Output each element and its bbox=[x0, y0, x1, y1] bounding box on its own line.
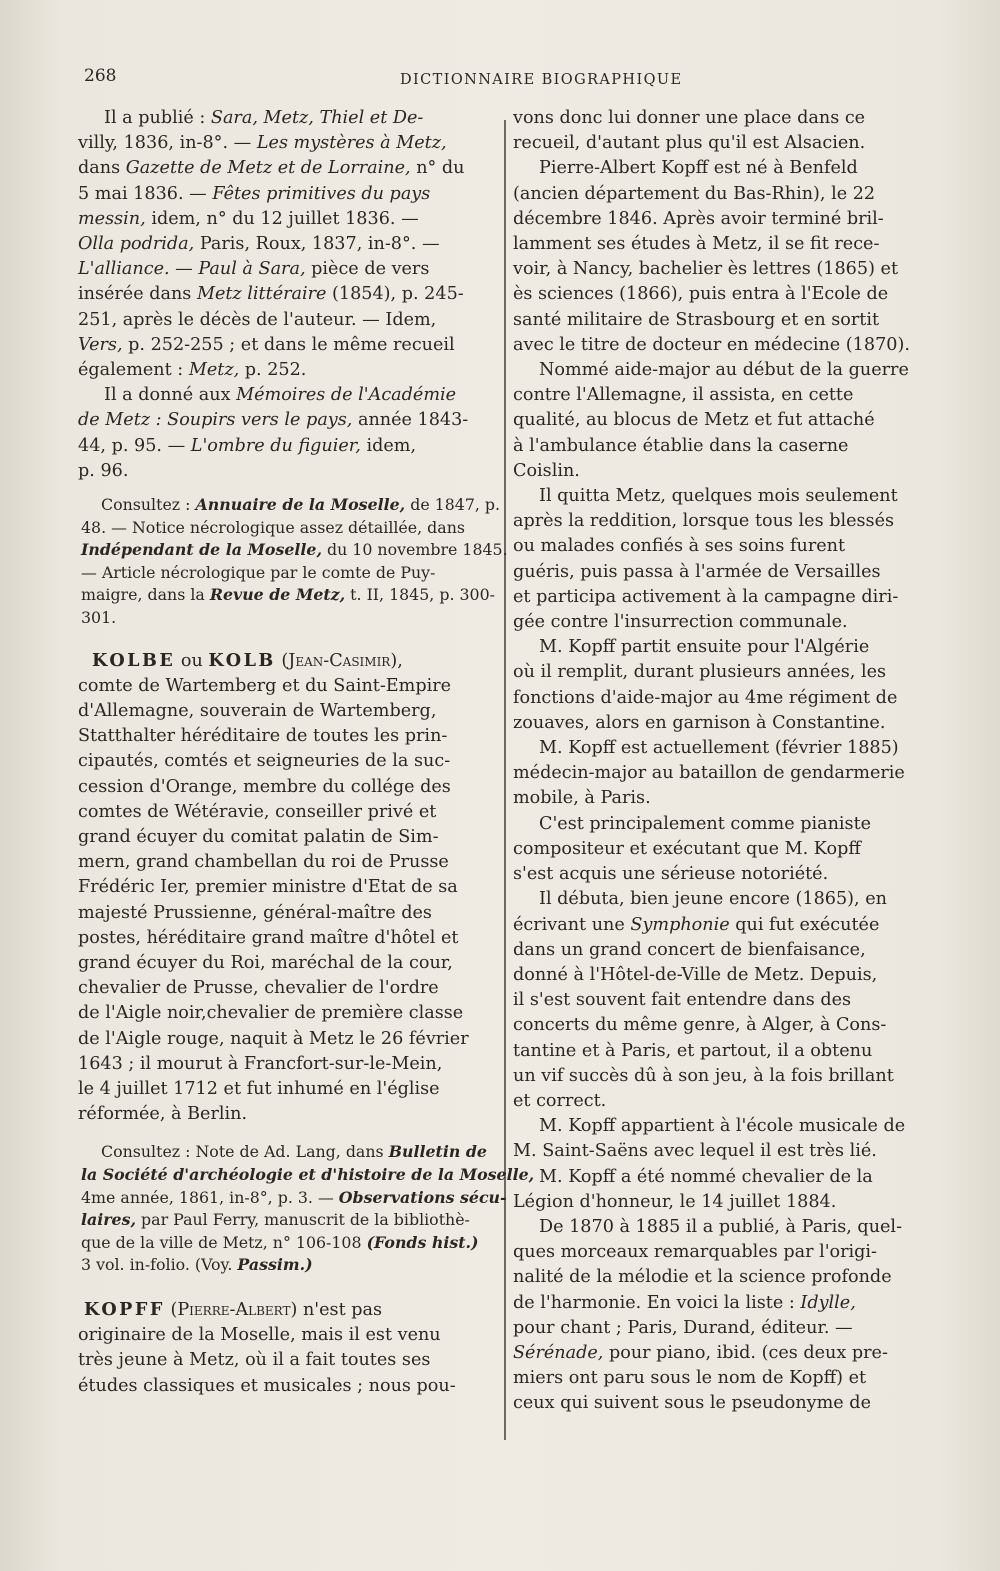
text-line: cession d'Orange, membre du collége des bbox=[78, 776, 451, 797]
text-line: p. 96. bbox=[78, 460, 129, 481]
text-line: (ancien département du Bas-Rhin), le 22 bbox=[513, 183, 876, 204]
text-line: médecin-major au bataillon de gendarmerie bbox=[513, 763, 905, 784]
text-line: laires, par Paul Ferry, manuscrit de la bibliothè- bbox=[81, 1210, 470, 1230]
text-line: où il remplit, durant plusieurs années, les bbox=[513, 662, 887, 683]
text-line: que de la ville de Metz, n° 106-108 (Fonds hist.) bbox=[81, 1232, 479, 1252]
entry-heading: KOPFF (Pierre-Albert) n'est pas bbox=[84, 1299, 383, 1321]
text-line: comtes de Wétéravie, conseiller privé et bbox=[78, 801, 437, 822]
text-line: recueil, d'autant plus qu'il est Alsacien. bbox=[513, 133, 866, 154]
text-line: Il débuta, bien jeune encore (1865), en bbox=[539, 889, 887, 910]
text-line: C'est principalement comme pianiste bbox=[539, 813, 872, 834]
text-line: miers ont paru sous le nom de Kopff) et bbox=[513, 1368, 867, 1389]
text-line: Il a donné aux Mémoires de l'Académie bbox=[104, 385, 457, 406]
column-divider bbox=[504, 120, 506, 1440]
text-line: Statthalter héréditaire de toutes les prin- bbox=[78, 726, 448, 747]
text-line: études classiques et musicales ; nous pou- bbox=[78, 1375, 456, 1396]
text-line: avec le titre de docteur en médecine (1870). bbox=[513, 334, 910, 355]
text-line: donné à l'Hôtel-de-Ville de Metz. Depuis, bbox=[513, 964, 878, 985]
right-column bbox=[513, 106, 945, 1417]
text-line: mern, grand chambellan du roi de Prusse bbox=[78, 852, 449, 873]
text-line: L'alliance. — Paul à Sara, pièce de vers bbox=[78, 259, 430, 280]
text-line: et correct. bbox=[513, 1090, 607, 1111]
text-line: Indépendant de la Moselle, du 10 novembre 1845. bbox=[81, 540, 508, 560]
text-line: compositeur et exécutant que M. Kopff bbox=[513, 838, 861, 859]
text-line: grand écuyer du comitat palatin de Sim- bbox=[78, 827, 439, 848]
text-line: villy, 1836, in-8°. — Les mystères à Metz, bbox=[78, 133, 447, 154]
text-line: M. Kopff partit ensuite pour l'Algérie bbox=[539, 637, 870, 658]
text-line: 5 mai 1836. — Fêtes primitives du pays bbox=[78, 183, 431, 204]
text-line: ceux qui suivent sous le pseudonyme de bbox=[513, 1393, 871, 1414]
text-line: la Société d'archéologie et d'histoire de la Moselle, bbox=[81, 1165, 535, 1185]
text-line: très jeune à Metz, où il a fait toutes ses bbox=[78, 1350, 431, 1371]
text-line: messin, idem, n° du 12 juillet 1836. — bbox=[78, 208, 419, 229]
kopff-continued bbox=[513, 106, 945, 1417]
text-line: Coislin. bbox=[513, 460, 580, 481]
text-line: Olla podrida, Paris, Roux, 1837, in-8°. — bbox=[78, 234, 440, 255]
text-line: 44, p. 95. — L'ombre du figuier, idem, bbox=[78, 435, 417, 456]
text-line: insérée dans Metz littéraire (1854), p. 245- bbox=[78, 284, 464, 305]
text-line: Nommé aide-major au début de la guerre bbox=[539, 360, 909, 381]
text-line: lamment ses études à Metz, il se fit rece- bbox=[513, 234, 880, 255]
text-line: fonctions d'aide-major au 4me régiment de bbox=[513, 687, 898, 708]
text-line: comte de Wartemberg et du Saint-Empire bbox=[78, 675, 452, 696]
text-line: M. Kopff est actuellement (février 1885) bbox=[539, 738, 899, 759]
text-line: postes, héréditaire grand maître d'hôtel et bbox=[78, 927, 459, 948]
text-line: un vif succès dû à son jeu, à la fois brillant bbox=[513, 1065, 894, 1086]
text-line: s'est acquis une sérieuse notoriété. bbox=[513, 864, 829, 885]
text-line: qualité, au blocus de Metz et fut attaché bbox=[513, 410, 875, 431]
text-line: Il a publié : Sara, Metz, Thiel et De- bbox=[104, 108, 424, 128]
text-line: guéris, puis passa à l'armée de Versailles bbox=[513, 561, 881, 582]
text-line: Vers, p. 252-255 ; et dans le même recueil bbox=[78, 334, 455, 355]
text-line: 251, après le décès de l'auteur. — Idem, bbox=[78, 309, 437, 330]
text-line: de l'Aigle rouge, naquit à Metz le 26 février bbox=[78, 1028, 469, 1049]
text-line: contre l'Allemagne, il assista, en cette bbox=[513, 385, 854, 406]
text-line: pour chant ; Paris, Durand, éditeur. — bbox=[513, 1317, 853, 1338]
text-line: Pierre-Albert Kopff est né à Benfeld bbox=[539, 158, 858, 179]
text-line: écrivant une Symphonie qui fut exécutée bbox=[513, 914, 880, 935]
running-title: DICTIONNAIRE BIOGRAPHIQUE bbox=[400, 72, 683, 88]
text-line: De 1870 à 1885 il a publié, à Paris, quel- bbox=[539, 1216, 903, 1237]
text-line: maigre, dans la Revue de Metz, t. II, 1845, p. 300- bbox=[81, 585, 495, 605]
text-line: ou malades confiés à ses soins furent bbox=[513, 536, 846, 557]
text-line: grand écuyer du Roi, maréchal de la cour, bbox=[78, 953, 453, 974]
text-line: Il quitta Metz, quelques mois seulement bbox=[539, 486, 898, 507]
text-line: 1643 ; il mourut à Francfort-sur-le-Mein, bbox=[78, 1053, 443, 1074]
text-line: 3 vol. in-folio. (Voy. Passim.) bbox=[81, 1255, 313, 1275]
text-line: M. Saint-Saëns avec lequel il est très lié. bbox=[513, 1141, 877, 1162]
text-line: vons donc lui donner une place dans ce bbox=[513, 108, 866, 128]
text-line: également : Metz, p. 252. bbox=[78, 360, 307, 381]
text-line: chevalier de Prusse, chevalier de l'ordre bbox=[78, 978, 439, 999]
text-line: il s'est souvent fait entendre dans des bbox=[513, 990, 852, 1011]
reference-note bbox=[78, 1141, 535, 1277]
text-line: réformée, à Berlin. bbox=[78, 1104, 248, 1125]
text-line: dans un grand concert de bienfaisance, bbox=[513, 939, 866, 960]
text-line: gée contre l'insurrection communale. bbox=[513, 612, 848, 633]
text-line: 4me année, 1861, in-8°, p. 3. — Observations sécu- bbox=[81, 1187, 507, 1207]
kopff-entry bbox=[78, 1297, 496, 1399]
text-line: ès sciences (1866), puis entra à l'Ecole de bbox=[513, 284, 889, 305]
text-line: Sérénade, pour piano, ibid. (ces deux pre- bbox=[513, 1342, 888, 1363]
academie-paragraph bbox=[78, 383, 496, 484]
page-number: 268 bbox=[84, 66, 117, 86]
entry-heading: KOLBE ou KOLB (Jean-Casimir), bbox=[92, 649, 403, 671]
text-line: après la reddition, lorsque tous les blessés bbox=[513, 511, 895, 532]
text-line: de Metz : Soupirs vers le pays, année 1843- bbox=[78, 410, 469, 431]
text-line: majesté Prussienne, général-maître des bbox=[78, 902, 432, 923]
text-line: d'Allemagne, souverain de Wartemberg, bbox=[78, 701, 437, 722]
text-line: zouaves, alors en garnison à Constantine. bbox=[513, 712, 886, 733]
text-line: concerts du même genre, à Alger, à Cons- bbox=[513, 1015, 887, 1036]
text-line: et participa activement à la campagne diri- bbox=[513, 586, 899, 607]
text-line: originaire de la Moselle, mais il est venu bbox=[78, 1325, 441, 1346]
text-line: — Article nécrologique par le comte de Puy- bbox=[81, 562, 436, 582]
text-line: ques morceaux remarquables par l'origi- bbox=[513, 1242, 878, 1263]
works-paragraph bbox=[78, 106, 496, 383]
text-line: Consultez : Annuaire de la Moselle, de 1847, p. bbox=[101, 495, 501, 515]
kolbe-entry bbox=[78, 648, 496, 1128]
text-line: mobile, à Paris. bbox=[513, 788, 651, 809]
page-header bbox=[84, 66, 930, 96]
text-line: cipautés, comtés et seigneuries de la suc- bbox=[78, 751, 451, 772]
reference-note bbox=[78, 494, 508, 630]
text-line: M. Kopff appartient à l'école musicale de bbox=[539, 1116, 906, 1137]
text-line: Frédéric Ier, premier ministre d'Etat de sa bbox=[78, 877, 458, 898]
text-line: de l'Aigle noir,chevalier de première classe bbox=[78, 1003, 464, 1024]
text-line: tantine et à Paris, et partout, il a obtenu bbox=[513, 1040, 873, 1061]
text-line: à l'ambulance établie dans la caserne bbox=[513, 435, 849, 456]
text-line: M. Kopff a été nommé chevalier de la bbox=[539, 1166, 873, 1187]
text-line: Légion d'honneur, le 14 juillet 1884. bbox=[513, 1191, 837, 1212]
text-line: 301. bbox=[81, 608, 117, 628]
text-line: voir, à Nancy, bachelier ès lettres (1865) et bbox=[513, 259, 899, 280]
text-line: 48. — Notice nécrologique assez détaillée, dans bbox=[81, 517, 465, 537]
text-line: Consultez : Note de Ad. Lang, dans Bulletin de bbox=[101, 1142, 487, 1162]
text-line: le 4 juillet 1712 et fut inhumé en l'église bbox=[78, 1079, 440, 1100]
left-column bbox=[78, 106, 535, 1399]
text-line: dans Gazette de Metz et de Lorraine, n° du bbox=[78, 158, 465, 179]
text-line: décembre 1846. Après avoir terminé bril- bbox=[513, 208, 884, 229]
text-line: de l'harmonie. En voici la liste : Idylle, bbox=[513, 1292, 856, 1313]
text-line: santé militaire de Strasbourg et en sortit bbox=[513, 309, 880, 330]
text-line: nalité de la mélodie et la science profonde bbox=[513, 1267, 892, 1288]
